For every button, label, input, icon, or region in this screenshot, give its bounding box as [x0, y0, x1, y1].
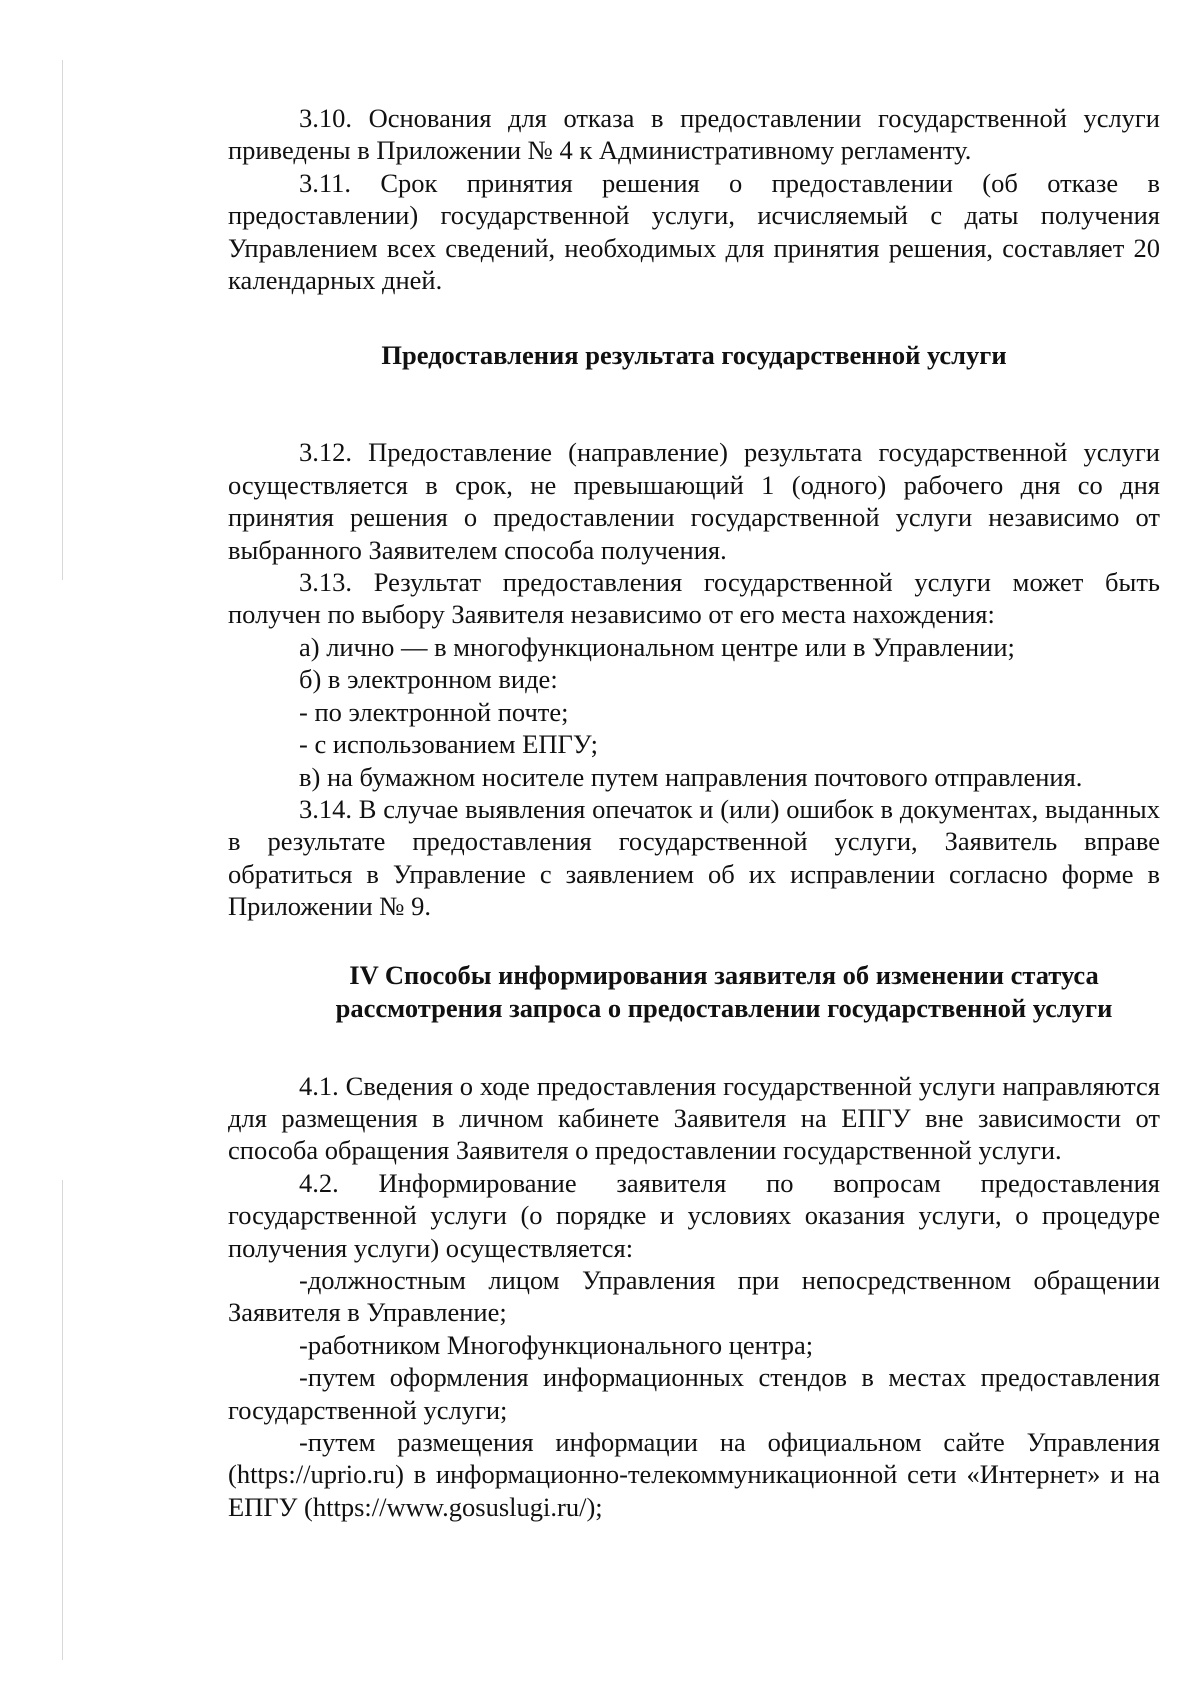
paragraph-3-12: 3.12. Предоставление (направление) результата государственной услуги осуществляется в срок, не превышающий 1 (одного) рабочего дня со дня принятия решения о предоставлении государственной услуги независимо от выбранного Заявителем способа получения. — [228, 437, 1160, 565]
section-heading-iv-line2: рассмотрения запроса о предоставлении государственной услуги — [335, 992, 1113, 1023]
paragraph-3-11: 3.11. Срок принятия решения о предоставлении (об отказе в предоставлении) государственной услуги, исчисляемый с даты получения Управлением всех сведений, необходимых для принятия решения, составляет 20 календарных дней. — [228, 167, 1160, 296]
list-item-a: а) лично — в многофункциональном центре или в Управлении; — [299, 631, 1015, 662]
paragraph-3-14: 3.14. В случае выявления опечаток и (или) ошибок в документах, выданных в результате предоставления государственной услуги, Заявитель вправе обратиться в Управление с заявлением об их исправлении согласно форме в Приложении № 9. — [228, 793, 1160, 922]
bullet-website: -путем размещения информации на официальном сайте Управления (https://uprio.ru) в информационно-телекоммуникационной сети «Интернет» и на ЕПГУ (https://www.gosuslugi.ru/); — [228, 1427, 1160, 1522]
scan-edge-mark — [62, 1180, 63, 1660]
document-body — [228, 102, 1160, 1523]
scan-edge-mark — [62, 60, 63, 580]
paragraph-4-2: 4.2. Информирование заявителя по вопросам предоставления государственной услуги (о порядке и условиях оказания услуги, о процедуре получения услуги) осуществляется: — [228, 1167, 1160, 1263]
list-item-v: в) на бумажном носителе путем направления почтового отправления. — [299, 761, 1083, 792]
section-heading-iv-line1: IV Способы информирования заявителя об изменении статуса — [349, 959, 1099, 990]
bullet-info-stands: -путем оформления информационных стендов в местах предоставления государственной услуги; — [228, 1362, 1160, 1425]
list-item-b-email: - по электронной почте; — [299, 696, 569, 727]
section-heading-iv — [228, 959, 1160, 1025]
paragraph-4-1: 4.1. Сведения о ходе предоставления государственной услуги направляются для размещения в личном кабинете Заявителя на ЕПГУ вне зависимости от способа обращения Заявителя о предоставлении государственной услуги. — [228, 1070, 1160, 1166]
list-item-b-epgu: - с использованием ЕПГУ; — [299, 729, 598, 760]
bullet-mfc-worker: -работником Многофункционального центра; — [299, 1329, 814, 1360]
bullet-official: -должностным лицом Управления при непосредственном обращении Заявителя в Управление; — [228, 1264, 1160, 1328]
section-heading-result: Предоставления результата государственной услуги — [381, 340, 1007, 371]
paragraph-3-10: 3.10. Основания для отказа в предоставлении государственной услуги приведены в Приложении № 4 к Административному регламенту. — [228, 103, 1160, 166]
list-item-b: б) в электронном виде: — [299, 664, 558, 695]
paragraph-3-13: 3.13. Результат предоставления государственной услуги может быть получен по выбору Заявителя независимо от его места нахождения: — [228, 567, 1160, 630]
